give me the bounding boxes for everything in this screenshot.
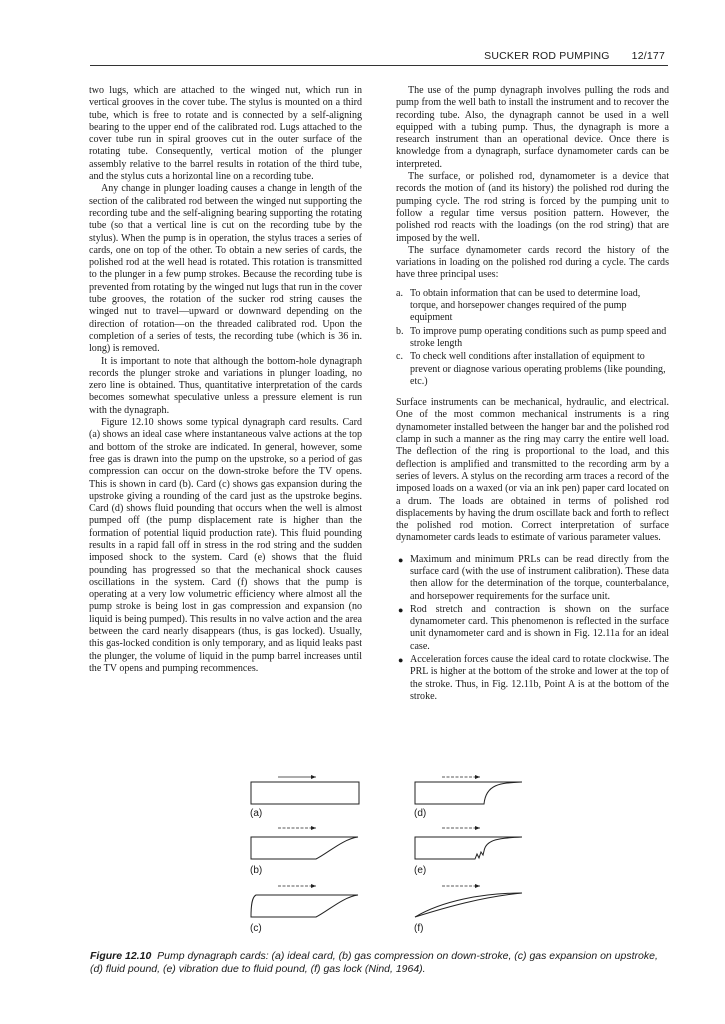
list-item-text: To check well conditions after installation of equipment to prevent or diagnose various operating problems (like pounding, etc.): [410, 351, 666, 387]
list-item: [396, 288, 669, 325]
dynagraph-figure: [0, 768, 725, 938]
right-paragraph: The use of the pump dynagraph involves pulling the rods and pump from the well bath to install the instrument and to recover the recording tube. Also, the dynagraph cannot be used in a well equipped with a tubing pump. Thus, the dynagraph is more a research instrument than an operational device. Once there is knowledge from a dynagraph, surface dynamometer cards can be interpreted.: [396, 85, 669, 170]
list-item-text: Acceleration forces cause the ideal card to rotate clockwise. The PRL is higher at the bottom of the stroke and lower at the top of the stroke. Thus, in Fig. 12.11b, Point A is at the bottom of the stroke.: [410, 654, 669, 702]
card-a-diagram: [248, 774, 363, 806]
caption-label: Figure 12.10: [90, 950, 152, 962]
left-paragraph: two lugs, which are attached to the winged nut, which run in vertical grooves in the cover tube. The stylus is mounted on a third tube, which is free to rotate and is connected by a self-aligning bearing to the upper end of the calibrated rod. Lugs attached to the cover tube run in spiral grooves cut in the outer surface of the rotating tube. Consequently, vertical motion of the plunger assembly relative to the barrel results in rotation of the third tube, and the stylus cuts a horizontal line on a recording tube.: [89, 85, 362, 183]
bullet-icon: ●: [398, 604, 404, 615]
card-c-diagram: [248, 883, 363, 921]
list-item-text: To improve pump operating conditions such as pump speed and stroke length: [410, 325, 667, 349]
card-e: [412, 825, 527, 876]
card-d-diagram: [412, 774, 527, 806]
card-b: [248, 825, 363, 876]
figure-caption: [90, 950, 670, 976]
list-marker: c.: [396, 351, 403, 363]
left-paragraph: Any change in plunger loading causes a change in length of the section of the calibrated rod between the winged nut supporting the recording tube and the self-aligning bearing supporting the rotating tube (so that a vertical line is cut on the recording tube by the stylus). When the pump is in operation, the stylus traces a series of cards, one on top of the other. To obtain a new series of cards, the polished rod at the well head is rotated. This rotation is transmitted to the plunger in a few pump strokes. Because the recording tube is prevented from rotating by the winged nut lugs that run in the cover tube grooves, the rotation of the sucker rod string causes the winged nut to travel—upward or downward depending on the direction of rotation—on the threaded calibrated rod. Upon the completion of a series of tests, the recording tube (which is 36 in. long) is removed.: [89, 183, 362, 355]
left-paragraph: Figure 12.10 shows some typical dynagraph card results. Card (a) shows an ideal case where instantaneous valve actions at the top and bottom of the stroke are indicated. In general, however, some free gas is drawn into the pump on the upstroke, so a period of gas compression can occur on the down-stroke before the TV opens. This is shown in card (b). Card (c) shows gas expansion during the upstroke giving a rounding of the card just as the upstroke begins. Card (d) shows fluid pounding that occurs when the well is almost pumped off (the pump displacement rate is higher than the formation of potential liquid production rate). This fluid pounding results in a rapid fall off in stress in the rod string and the sudden imposed shock to the system. Card (e) shows that the fluid pounding has progressed so that the mechanical shock causes oscillations in the system. Card (f) shows that the pump is operating at a very low volumetric efficiency where almost all the pump stroke is being lost in gas compression and expansion (no liquid is being pumped). This results in no valve action and the area between the card nearly disappears (thus, is gas locked). Usually, this gas-locked condition is only temporary, and as liquid leaks past the plunger, the volume of liquid in the pump barrel increases until the TV opens and pumping recommences.: [89, 417, 362, 674]
card-c-label: (c): [250, 923, 262, 934]
header-section-title: SUCKER ROD PUMPING: [484, 50, 610, 62]
card-d-label: (d): [414, 808, 427, 819]
card-c: [248, 883, 363, 934]
bullet-icon: ●: [398, 554, 404, 565]
list-item: [396, 351, 669, 388]
left-column: [89, 85, 362, 675]
right-column: [396, 85, 669, 704]
right-paragraph: The surface dynamometer cards record the history of the variations in loading on the polished rod during a cycle. The cards have three principal uses:: [396, 244, 669, 281]
card-a-label: (a): [250, 808, 263, 819]
bullet-list: [396, 554, 669, 704]
list-item: [396, 654, 669, 703]
bullet-icon: ●: [398, 655, 404, 666]
card-f: [412, 883, 527, 934]
list-item: [396, 554, 669, 603]
left-paragraph: It is important to note that although the bottom-hole dynagraph records the plunger stroke and variations in plunger loading, no zero line is obtained. Thus, quantitative interpretation of the cards becomes somewhat speculative unless a pressure element is run with the dynagraph.: [89, 355, 362, 416]
list-item-text: Rod stretch and contraction is shown on the surface dynamometer card. This phenomenon is reflected in the surface unit dynamometer card and is shown in Fig. 12.11a for an ideal case.: [410, 603, 669, 652]
card-f-label: (f): [414, 923, 424, 934]
card-e-diagram: [412, 825, 527, 863]
list-marker: b.: [396, 325, 404, 337]
card-e-label: (e): [414, 865, 427, 876]
right-paragraph: The surface, or polished rod, dynamometer is a device that records the motion of (and its history) the polished rod during the pumping cycle. The rod string is forced by the pumping unit to follow a regular time versus position pattern. However, the polished rod reacts with the loadings (on the rod string) that are imposed by the well.: [396, 171, 669, 244]
card-b-label: (b): [250, 865, 263, 876]
running-header: [484, 50, 665, 62]
caption-text: Pump dynagraph cards: (a) ideal card, (b) gas compression on down-stroke, (c) gas expansion on upstroke, (d) fluid pound, (e) vibration due to fluid pound, (f) gas lock (Nind, 1964).: [90, 950, 658, 975]
uses-list: [396, 288, 669, 388]
list-item-text: To obtain information that can be used to determine load, torque, and horsepower changes required of the pump equipment: [410, 287, 641, 324]
card-f-diagram: [412, 883, 527, 921]
header-page-number: 12/177: [631, 50, 665, 62]
header-rule: [90, 65, 668, 66]
card-b-diagram: [248, 825, 363, 863]
list-item-text: Maximum and minimum PRLs can be read directly from the surface card (with the use of instrument calibration). These data then allow for the determination of the torque, counterbalance, and horsepower requirements for the surface unit.: [410, 553, 669, 602]
card-a: [248, 774, 363, 819]
list-item: [396, 604, 669, 653]
card-d: [412, 774, 527, 819]
list-item: [396, 326, 669, 351]
list-marker: a.: [396, 287, 403, 299]
right-paragraph: Surface instruments can be mechanical, hydraulic, and electrical. One of the most common mechanical instruments is a ring dynamometer installed between the hanger bar and the polished rod clamp in such a manner as the ring may carry the entire well load. The deflection of the ring is proportional to the load, and this deflection is amplified and transmitted to the recording arm by a series of levers. A stylus on the recording arm traces a record of the imposed loads on a waxed (or via an ink pen) paper card located on a drum. The loads are obtained in terms of polished rod displacements by having the drum oscillate back and forth to reflect the polished rod motion. Correct interpretation of surface dynamometer cards leads to estimate of various parameter values.: [396, 397, 669, 544]
